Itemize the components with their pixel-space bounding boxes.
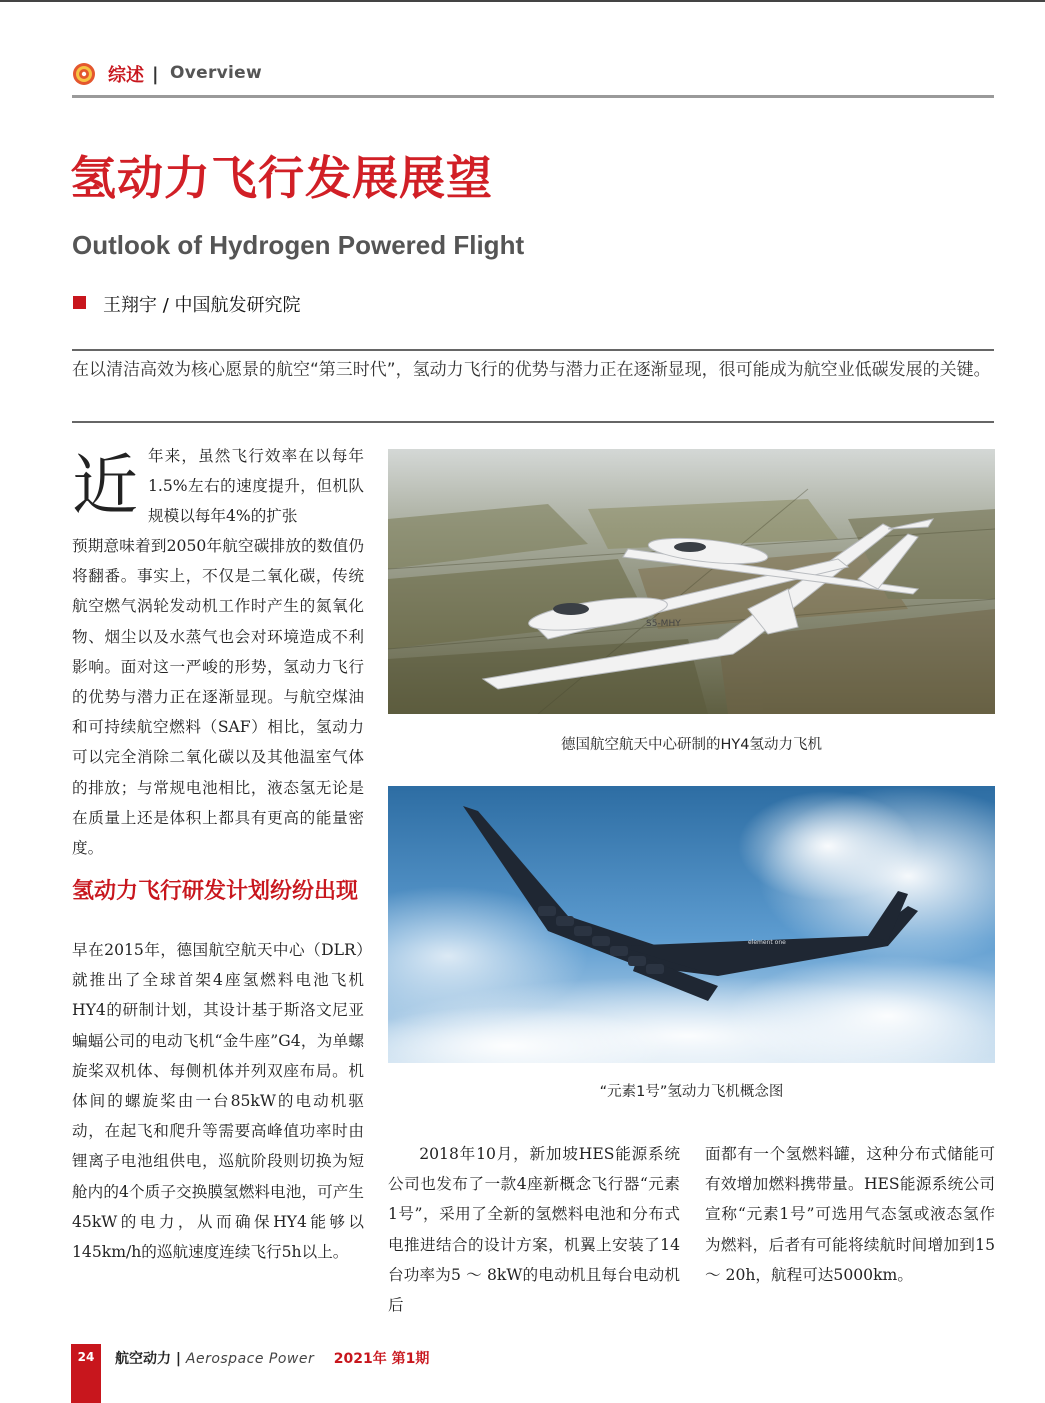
hy4-aircraft-photo	[388, 449, 995, 714]
section-label-en: Overview	[170, 63, 262, 83]
intro-paragraph-rest: 预期意味着到2050年航空碳排放的数值仍将翻番。事实上，不仅是二氧化碳，传统航空燃气涡轮发动机工作时产生的氮氧化物、烟尘以及水蒸气也会对环境造成不利影响。面对这一严峻的形势，氢动力飞行的优势与潜力正在逐渐显现。与航空煤油和可持续航空燃料（SAF）相比，氢动力可以完全消除二氧化碳以及其他温室气体的排放；与常规电池相比，液态氢无论是在质量上还是体积上都具有更高的能量密度。	[72, 537, 364, 858]
figure-2-caption: “元素1号”氢动力飞机概念图	[599, 1084, 784, 1100]
journal-footer	[115, 1348, 429, 1368]
abstract: 在以清洁高效为核心愿景的航空“第三时代”，氢动力飞行的优势与潜力正在逐渐显现，很可能成为航空业低碳发展的关键。	[72, 360, 991, 380]
header-rule	[72, 95, 994, 98]
section-label-cn: 综述	[108, 65, 144, 86]
author-bullet-icon	[73, 296, 86, 309]
drop-cap: 近	[72, 447, 138, 524]
footer-separator: |	[175, 1351, 181, 1367]
author-name: 王翔宇 / 中国航发研究院	[103, 295, 301, 316]
journal-name-en: Aerospace Power	[185, 1351, 315, 1367]
intro-paragraph-start: 年来，虽然飞行效率在以每年1.5%左右的速度提升，但机队规模以每年4%的扩张	[148, 447, 364, 526]
header-separator: |	[152, 64, 159, 85]
journal-logo-icon	[72, 62, 96, 86]
hy4-aircraft-image	[388, 449, 995, 714]
aircraft-livery-label: element one	[748, 939, 786, 946]
abstract-bottom-rule	[72, 421, 994, 423]
journal-name-cn: 航空动力	[115, 1351, 171, 1367]
section-header	[72, 60, 994, 98]
article-title: 氢动力飞行发展展望	[70, 151, 493, 205]
element-one-render	[388, 786, 995, 1063]
column-3-paragraph: 面都有一个氢燃料罐，这种分布式储能可有效增加燃料携带量。HES能源系统公司宣称“元素1号”可选用气态氢或液态氢作为燃料，后者有可能将续航时间增加到15 ～ 20h，航程可达5000km。	[705, 1145, 995, 1284]
page-number: 24	[77, 1350, 95, 1364]
section-paragraph: 早在2015年，德国航空航天中心（DLR）就推出了全球首架4座氢燃料电池飞机HY4的研制计划，其设计基于斯洛文尼亚蝙蝠公司的电动飞机“金牛座”G4，为单螺旋桨双机体、每侧机体并列双座布局。机体间的螺旋桨由一台85kW的电动机驱动，在起飞和爬升等需要高峰值功率时由锂离子电池组供电，巡航阶段则切换为短舱内的4个质子交换膜氢燃料电池，可产生45kW的电力，从而确保HY4能够以145km/h的巡航速度连续飞行5h以上。	[72, 941, 364, 1262]
top-border	[0, 0, 1045, 2]
journal-issue: 2021年 第1期	[333, 1351, 430, 1367]
element-one-concept-image	[388, 786, 995, 1063]
figure-1-caption: 德国航空航天中心研制的HY4氢动力飞机	[561, 737, 822, 753]
registration-mark: S5-MHY	[646, 619, 681, 629]
abstract-top-rule	[72, 349, 994, 351]
column-2-paragraph: 2018年10月，新加坡HES能源系统公司也发布了一款4座新概念飞行器“元素1号”，采用了全新的氢燃料电池和分布式电推进结合的设计方案，机翼上安装了14台功率为5 ～ 8kW的电动机且每台电动机后	[388, 1145, 680, 1315]
section-heading: 氢动力飞行研发计划纷纷出现	[72, 879, 359, 904]
article-subtitle: Outlook of Hydrogen Powered Flight	[72, 230, 525, 260]
